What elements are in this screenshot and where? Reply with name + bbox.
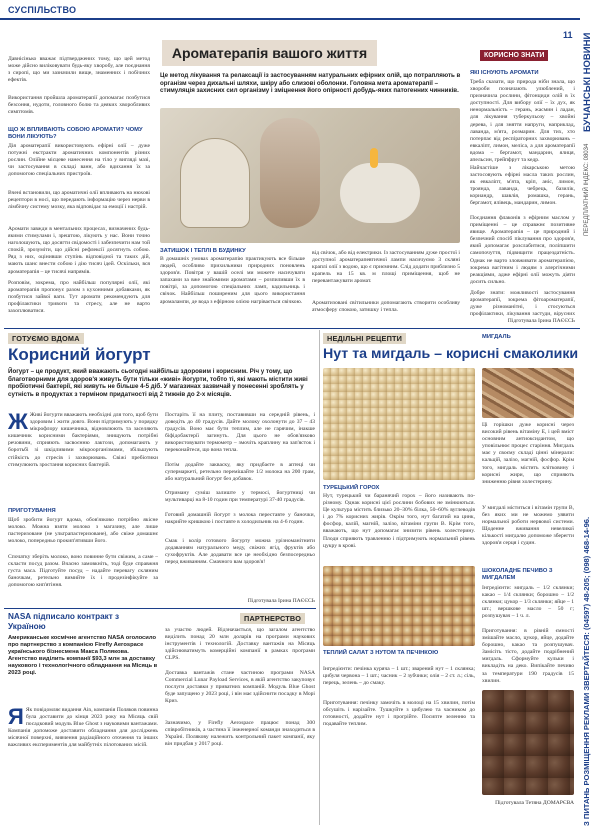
yogurt-col2-p3: Отриману суміш залиште у термосі, йогуртниці чи мультиварці на 8-10 годин при температурі 37-40 градусів. <box>165 490 315 504</box>
aroma-col1-p6: Розповім, зокрема, про найбільш популярні олії, які ароматерапія пропонує разом з кухонними добавками, як позбутися зайвої ваги. Тут аромати рекомендують для профілактики тривоги та стресу, але не варто захоплюватися. <box>8 280 150 315</box>
nasa-dropcap: Я <box>8 707 24 729</box>
nut-sub: ТУРЕЦЬКИЙ ГОРОХ <box>323 485 380 491</box>
aroma-lead: Це метод лікування та релаксації із застосуванням натуральних ефірних олій, що потрапляють в організм через дихальні шляхи, шкіру або слизові оболонки. Головна мета ароматерапії – стимуляція захисних сил організму і зміцнення його опірності добудь-яких патогенних чинників. <box>160 72 461 95</box>
sidebar-ads: З ПИТАНЬ РОЗМІЩЕННЯ РЕКЛАМИ ЗВЕРТАЙТЕСЯ: (04597) 48-205; (098) 468-14-96. <box>582 516 591 826</box>
aroma-col1-p4: Вчені встановили, що ароматичні олії впливають на нюхові рецептори в носі, що передають інформацію через нерви в лімбічну систему мозку, яка відповідає за емоції і настрій. <box>8 190 150 211</box>
choc-p2: Приготування: в рівній ємності змішайте масло, цукор, яйце, додайте борошно, какао та розпушувач. Замісіть тісто, додайте подрібнений мигдаль. Сформуйте кульки і викладіть на деко. Випікайте печиво за температури 190 градусів 15 хвилин. <box>482 628 574 684</box>
choc-sub: ШОКОЛАДНЕ ПЕЧИВО З МИГДАЛЕМ <box>482 568 553 581</box>
cookie-photo <box>482 690 574 795</box>
yogurt-lead: Йогурт – це продукт, який вважають сьогодні найбільш здоровим і корисним. Річ у тому, що благотворними для здоров'я живуть бути тільки «живі» йогурти, тобто ті, які мають містити живі пробіотичні бактерії, які живуть не більше 4-5 діб. У магазинах зазвичай у понесенні зроблять у сутність в продуктах з терміном придатності від 2 тижнів до 2-х місяців. <box>8 368 308 398</box>
aroma-col3-p2: Ароматизовані світильники допомагають створити особливу атмосферу спокою, затишку і тепла. <box>312 300 460 314</box>
aroma-col1-p5: Аромати завжди в ментальних процесах, визначених будь-якими стимулами і, зрештою, лікують у нас. Вони точно наголошують, що досягти свідомості і забезпечити нам той спокій, зрозуміти, що дійсні рефлексії досягнуть собою. Ряд з них, оцінивши ступінь відповідної та таких дій, мають шанс внести собою і дію тисяч ідей. Оскільки, вся ароматерапія – це тисячі напрямів. <box>8 226 150 275</box>
aroma-col4-p4: Добре знати: можливості застосування ароматерапії, зокрема фітоароматерапії, дуже різноманітні, і стосуються профілактики, лікування застуди, вірусних <box>470 290 575 318</box>
choc-p: Інгредієнти: мигдаль – 1/2 склянки; какао – 1/4 склянки; борошно – 1/2 склянки; цукор – 1/3 склянки; яйце – 1 шт.; вершкове масло – 50 г; розпушувач – 1 ч. л. <box>482 585 574 620</box>
nasa-col1-p <box>8 707 158 825</box>
yogurt-col1-sub: ПРИГОТУВАННЯ <box>8 508 56 514</box>
yogurt-col1-text: Живі йогурти вважають необхідні для того, щоб бути здоровим і жити довго. Вони підтримують у порядку мікрофлору кишечника, відновлюють та заселяють кишечник корисними бактеріями, знищують потрібні речовини, сприяють засвоєнню лактози, допомагають у боротьбі зі шкідливими мікроорганізмами, збільшують стійкість до стресів і захворювань. Свіжі пребіотики стимулюють зростання корисних бактерій. <box>8 412 158 468</box>
nasa-col1-text: Як повідомляє видання Ain, компанія Поляков повинна була доставити до кінця 2023 року на Місяць свій посадковий модуль Blue Ghost з науковими вантажами. Компанія допоможе доставити обладнання для досліджень місячної поверхні, вивчення радіаційного оточення та інших важливих експериментів для майбутніх пілотованих місій. <box>8 707 158 749</box>
snacks-tag: НЕДІЛЬНІ РЕЦЕПТИ <box>323 333 406 344</box>
almond-sub: МИГДАЛЬ <box>482 334 511 340</box>
salad-photo <box>323 566 475 646</box>
yogurt-col2-p4: Готовий домашній йогурт з молока переставте у баночки, накрийте кришкою і поставте в холодильник на 4-6 годин. <box>165 512 315 526</box>
aroma-col4-p2: Найчастіше з лікарською метою застосовують ефірні масла таких рослин, як евкаліпт, м'ята, кріп, аніс, лимон, троянда, лаванда, чебрець, базилік, кориандр, шавлія, ромашка, герань, бергамот, ялівець, мандарин, лимон. <box>470 165 575 207</box>
aroma-title: Ароматерапія вашого життя <box>162 40 377 66</box>
salad-sub: ТЕПЛИЙ САЛАТ З НУТОМ ТА ПЕЧІНКОЮ <box>323 650 439 656</box>
yogurt-col1-p3: Спочатку зберіть молоко, воно повинне бути свіжим, а саме – скласти посуд разом. Вчасно замовкніть, тоді буде справжня густа маса. Підготуйте посуд – надайте перевагу скляним баночкам, ретельно вимийте їх і продезінфікуйте за допомогою кип'ятіння. <box>8 554 158 589</box>
divider-vertical <box>319 330 320 825</box>
nasa-lead: Американське космічне агентство NASA оголосило про партнерство з компанією Firefly Aerospace українського бізнесмена Макса Полякова. Агентство виділить компанії $93,3 млн за доставку наукового і технологічного обладнання на Місяць в 2023 році. <box>8 635 158 677</box>
aroma-col1-sub: ЩО Ж ВПЛИВАЮТЬ СОБОЮ АРОМАТИ? ЧОМУ ВОНИ ЛІКУЮТЬ? <box>8 127 143 140</box>
yogurt-col2-p2: Потім додайте закваску, яку придбаєте в аптеці чи супермаркеті, ретельно перемішайте 1/2 молока на 200 грам, або натуральний йогурт без добавок. <box>165 462 315 483</box>
aroma-col4-sub: ЯКІ ІСНУЮТЬ АРОМАТИ <box>470 70 539 76</box>
chickpea-photo <box>323 368 475 480</box>
aroma-col4-p3: Поєднання флаконів з ефірним маслом у приміщенні – це справжнє позитивне явище. Ароматерапія – це природний і безпечний спосіб піклування про здоров'я, який допомагає розслабитися, поліпшити самопочуття, підвищити працездатність. Однак не варто зловживати ароматерапією, зокрема вагітним і людям з алергічними реакціями, адже ефірні олії можуть діяти досить сильно. <box>470 215 575 285</box>
almond-p2: У мигдалі міститься і вітамін групи B, без яких ми не можемо уявити нормальної роботи нервової системи. Щоденне вживання невеликої кількості мигдалю допоможе зберегти здоров'я серця і судин. <box>482 505 574 547</box>
header-rule <box>0 18 580 20</box>
sidebar-brand: БУЧАНСЬКІ НОВИНИ <box>582 32 593 132</box>
aroma-signature: Підготувала Ірина ПАЄЄСЬ <box>507 318 575 324</box>
yogurt-title: Корисний йогурт <box>8 345 151 364</box>
nasa-col2-p2: Доставка вантажів стане частиною програми NASA Commercial Lunar Payload Services, в якій агентство закуповує послуги доставки у приватних компаній. Модуль Blue Ghost буде запущено у 2023 році, і він має здійснити посадку в Морі Криз. <box>165 670 315 705</box>
yogurt-col2-p: Постаріть її на плиту, поставивши на середній рівень, і доведіть до 40 градусів. Дайте молоку охолонути до 37 – 43 градусів. Воно має бути теплим, але не гарячим, інакше біфідобактерії загинуть. Для цього не обов'язково використовувати термометр – змочіть краплину на зап'ясток і переконайтеся, що вона тепла. <box>165 412 315 454</box>
yogurt-col1-p2: Щоб зробити йогурт вдома, обов'язково потрібно якісне молоко. Можна взяти молоко з магазину, але лише пастеризоване (не ультрапастеризоване), або свіже домашнє молоко, попередньо прокип'ятивши його. <box>8 517 158 545</box>
nasa-col2-p3: Зазначимо, у Firefly Aerospace працює понад 300 співробітників, а частина її інженерної команди знаходиться в Україні. Полякову належить контрольний пакет компанії, яку він придбав у 2017 році. <box>165 720 315 748</box>
salad-p: Інгредієнти: печінка куряча – 1 шт.; зварений нут – 1 склянка; цибуля червона – 1 шт.; часник – 2 зубчики; олія – 2 ст. л.; сіль, перець, зелень – до смаку. <box>323 666 475 687</box>
section-label: СУСПІЛЬСТВО <box>8 5 77 15</box>
aroma-col4-p: Треба сказати, що природа ніби знала, що хвороби позначають улюблений, і призначила рослини, фітонциди олій в їх доступності. Для вибору олії – їх дух, як ненормальність – герань, жасмин і ладан, для лікування туберкульозу – хвойні дерева, і для зняття напруги, наприклад, лаванда, м'ята, розмарин. Для тих, хто потерпає від респіраторних захворювань – евкаліпт, лимон, меліса, а для ароматерапії вдома – бергамот, мандарин, ялиця, апельсин, грейпфрут та кедр. <box>470 79 575 164</box>
aroma-col3-p: від свічок, або від електрики. Із застосуванням дуже простої і доступної ароматерапевтичної лампи насичуємо 3 скляні краплі олії з водою, що є приємним. Слід додати приблизно 5 крапель на 15 кв. м площі приміщення, щоб не перевантажувати аромат. <box>312 250 460 285</box>
aroma-col2-sub: ЗАТИШОК І ТЕПЛІ В БУДИНКУ <box>160 248 246 254</box>
salad-p2: Приготування: печінку замочіть в молоці на 15 хвилин, потім обсушіть і нарізайте. Тушкуйте з цибулею та часником до готовності, додайте нут і прогрійте. Посипте зеленню та подавайте теплим. <box>323 700 475 728</box>
right-label: КОРИСНО ЗНАТИ <box>480 50 548 61</box>
nasa-tag: ПАРТНЕРСТВО <box>240 613 305 624</box>
yogurt-col2-p5: Смак і колір готового йогурту можна урізноманітнити додаванням натурального меду, свіжих ягід, фруктів або сухофруктів. Але додавати все це необхідно безпосередньо перед вживанням. Смачного вам здоров'я! <box>165 538 315 566</box>
yogurt-col1-p <box>8 409 158 469</box>
aroma-col1-p2: Використання пройшла ароматерапії допомагає позбутися безсоння, нудоти, головного болю та деяких хворобливих симптомів. <box>8 95 150 116</box>
sidebar-index: ПЕРЕДПЛАТНИЙ ІНДЕКС: 08034 <box>584 143 590 236</box>
divider-mid <box>4 328 580 329</box>
nasa-col2-p: за участю людей. Відзначається, що загалом агентство виділить понад 20 млн доларів на програми наукових інструментів і технологій. Доставку вантажів на Місяць здійснюватимуть комерційні компанії в рамках програми CLPS. <box>165 627 315 662</box>
aroma-col2-p: В домашніх умовах ароматерапію практикують все більше людей, особливо прихильники природних поновлень здоров'я. Повітря у вашій оселі ми можете насичувати запахами за вже знайомими ароматами – розпиливши їх в повітрі, за допомогою спеціальних ламп, кадильниць і свічок. Найбільш поширеним для цього використання аромалампи, де вода з ефірною олією нагрівається свічкою. <box>160 256 305 305</box>
yogurt-dropcap: Ж <box>8 409 28 434</box>
almond-p: Ці горішки дуже корисні через високий рівень вітаміну E, і цей вміст основним антиоксидантом, що уповільнює процес старіння. Мигдаль має у своєму складі цінні мінерали: кальцій, залізо, магній, фосфор. Крім того, мигдаль містить клітковину і корисні жири, що сприяють зниженню рівня холестерину. <box>482 422 574 485</box>
yogurt-signature: Підготувала Ірина ПАЄЄСЬ <box>247 598 315 604</box>
almond-photo <box>482 368 574 418</box>
page-number: 11 <box>563 30 573 40</box>
nut-p: Нут, турецький чи баранячий горох – його називають по-різному. Однак корисні цієї рослини бобових не змінюються. Це культура містить близько 20–30% білка, 50–60% вуглеводів і до 7% корисних жирів. Окрім того, нут багатий на цинк, фосфор, калій, магній, залізо, вітаміни групи B. Крім того, вважають, що нут допомагає знизити рівень холестерину. Плоди сприяють травленню і підтримують нормальний рівень цукру в крові. <box>323 493 475 549</box>
snacks-signature: Підготувала Тетяна ДОМАРЄВА <box>495 800 574 806</box>
divider-nasa <box>4 608 316 609</box>
nasa-title: NASA підписало контракт з Україною <box>8 612 120 631</box>
yogurt-tag: ГОТУЄМО ВДОМА <box>8 333 84 344</box>
aroma-col1-p3: Дія ароматерапії використовують ефірні олії – дуже потужні екстракти ароматичних компонентів різних рослин. Олійне місцеве нанесення на тіло у вигляді мазі, чи застосування в складі ванн, або вдихання їх за допомогою спеціальних пристроїв. <box>8 143 150 178</box>
aroma-col1-p1: Давнісінько вважає підтверджених тому, що цей метод може дійсно виліковувати будь-яку хворобу, але поєднання з сиропі, що ми зазначили вище, знаменних і побічних ефектів. <box>8 56 150 84</box>
snacks-title: Нут та мигдаль – корисні смаколики <box>323 346 579 362</box>
aroma-photo <box>160 108 460 243</box>
